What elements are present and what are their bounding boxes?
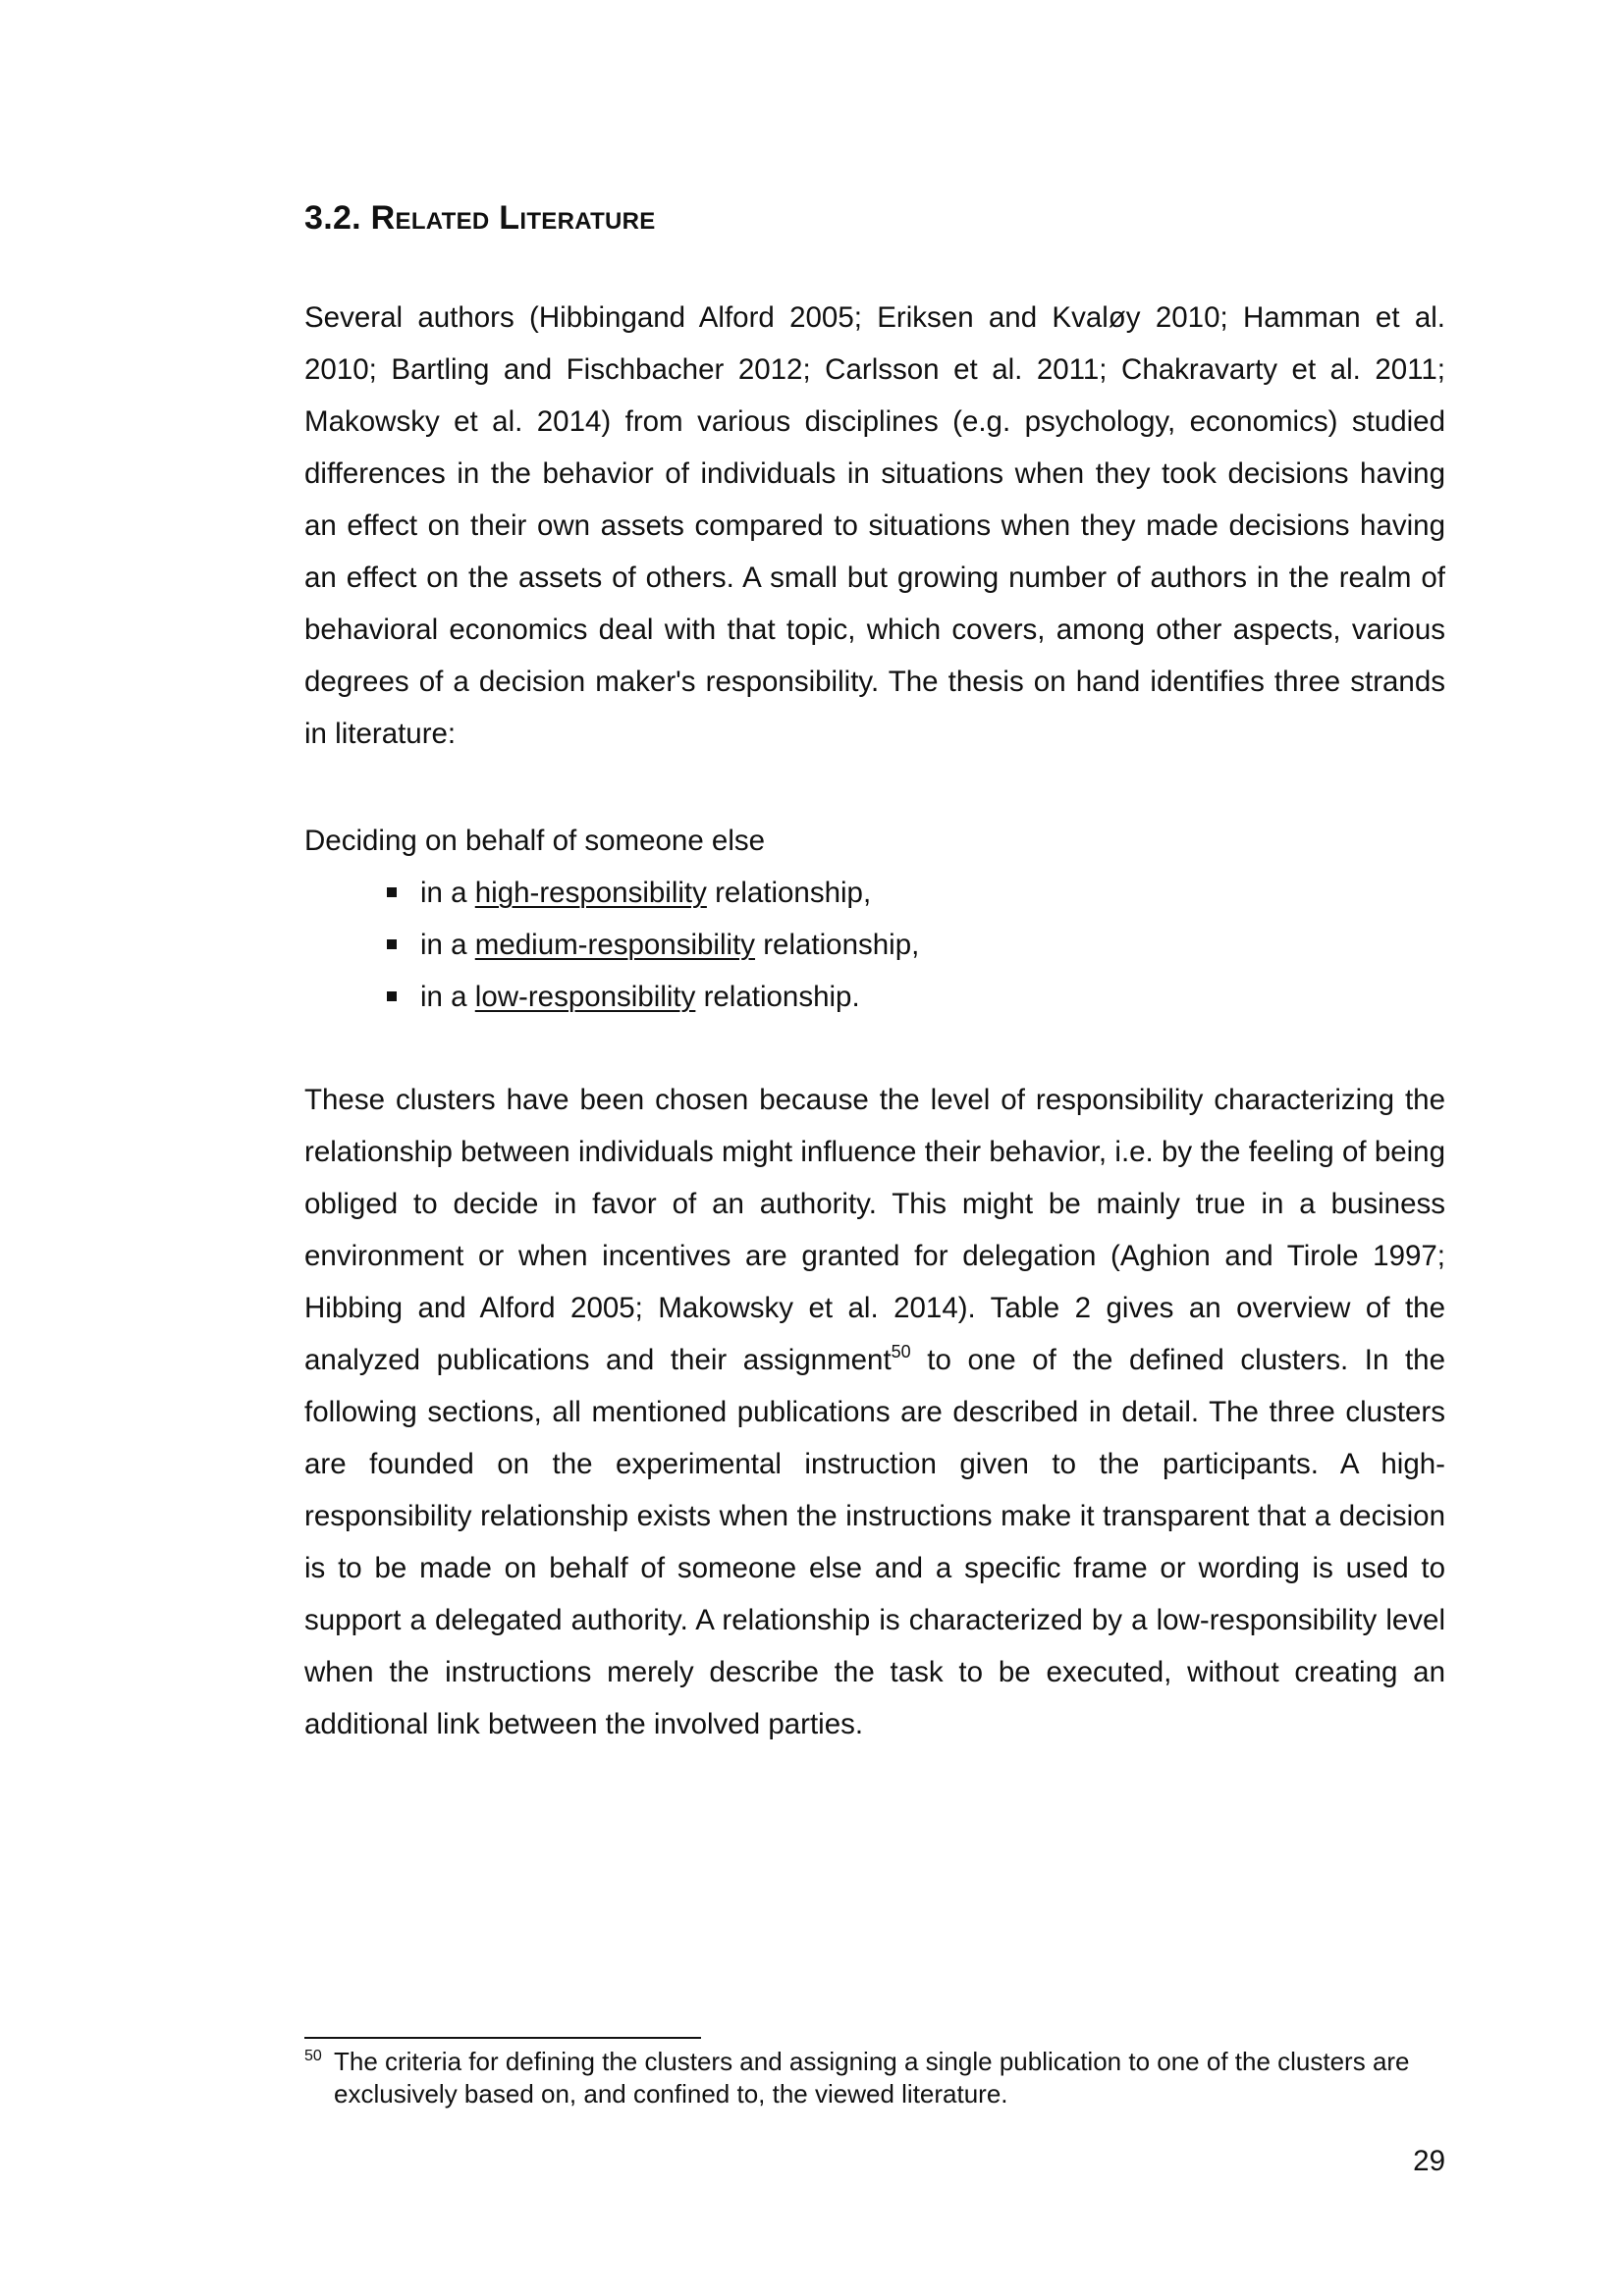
footnote-number: 50 (304, 2048, 322, 2064)
page-number: 29 (1413, 2145, 1445, 2177)
section-heading (304, 199, 656, 238)
term-high-responsibility: high-responsibility (474, 877, 707, 909)
bullet-square-icon (387, 887, 397, 897)
body-paragraph-1: Several authors (Hibbingand Alford 2005; Eriksen and Kvaløy 2010; Hamman et al. 2010; Bartling and Fischbacher 2012; Carlsson et al. 2011; Chakravarty et al. 2011; Makowsky et al. 2014) from various disciplines (e.g. psychology, economics) studied differences in the behavior of individuals in situations when they took decisions having an effect on their own assets compared to situations when they made decisions having an effect on the assets of others. A small but growing number of authors in the realm of behavioral economics deal with that topic, which covers, among other aspects, various degrees of a decision maker's responsibility. The thesis on hand identifies three strands in literature: (304, 301, 1445, 750)
term-medium-responsibility: medium-responsibility (474, 929, 756, 961)
term-low-responsibility: low-responsibility (474, 981, 696, 1013)
section-number: 3.2. (304, 199, 361, 237)
footnote-text: The criteria for defining the clusters and assigning a single publication to one of the clusters are exclusively based on, and confined to, the viewed literature. (334, 2047, 1410, 2109)
list-item: in a high-responsibility relationship, (304, 867, 1445, 919)
list-intro: Deciding on behalf of someone else (304, 825, 766, 857)
footnote (304, 2046, 1445, 2110)
section-title: Related Literature (370, 199, 656, 237)
bullet-square-icon (387, 939, 397, 949)
footnote-separator (304, 2037, 701, 2039)
responsibility-list (304, 867, 1445, 1023)
list-item: in a low-responsibility relationship. (304, 971, 1445, 1023)
footnote-reference[interactable]: 50 (891, 1342, 911, 1362)
bullet-square-icon (387, 991, 397, 1001)
list-item: in a medium-responsibility relationship, (304, 919, 1445, 971)
body-paragraph-2: These clusters have been chosen because the level of responsibility characterizing the relationship between individuals might influence their behavior, i.e. by the feeling of being obliged to decide in favor of an authority. This might be mainly true in a business environment or when incentives are granted for delegation (Aghion and Tirole 1997; Hibbing and Alford 2005; Makowsky et al. 2014). Table 2 gives an overview of the analyzed publications and their assignment$^{50}$ to one of the defined clusters. In the following sections, all mentioned publications are described in detail. The three clusters are founded on the experimental instruction given to the participants. A high-responsibility relationship exists when the instructions make it transparent that a decision is to be made on behalf of someone else and a specific frame or wording is used to support a delegated authority. A relationship is characterized by a low-responsibility level when the instructions merely describe the task to be executed, without creating an additional link between the involved parties. (304, 1084, 1445, 1740)
